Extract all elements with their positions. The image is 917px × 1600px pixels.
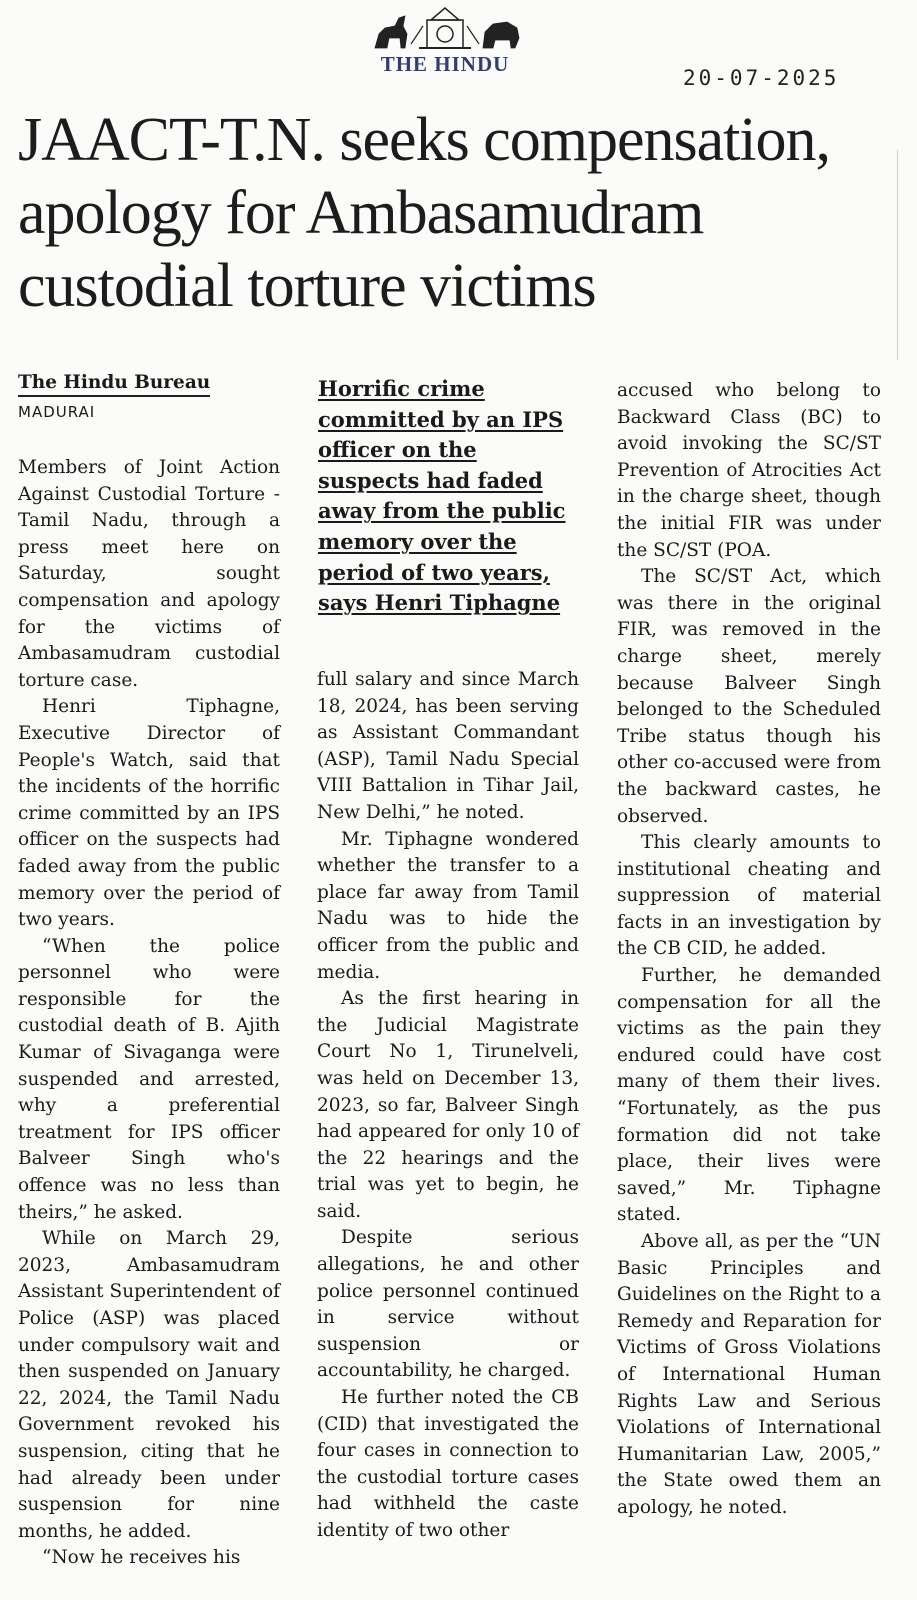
paragraph: “Now he receives his (42, 1547, 241, 1569)
paragraph: Henri Tiphagne, Executive Director of People's Watch, said that the incidents of the horrific crime committed by an IPS officer on the suspects had faded away from the public memory over the period of two years. (18, 696, 280, 931)
byline (18, 371, 210, 421)
publication-date: 20-07-2025 (683, 66, 840, 90)
article-column-1 (18, 455, 280, 1572)
pull-quote: Horrific crime committed by an IPS officer on the suspects had faded away from the public memory over the period of two years, says Henri Tiphagne (318, 376, 566, 616)
column-divider (897, 150, 898, 360)
byline-author: The Hindu Bureau (18, 371, 210, 397)
masthead (330, 4, 560, 77)
newspaper-name: THE HINDU (380, 52, 510, 76)
paragraph: The SC/ST Act, which was there in the original FIR, was removed in the charge sheet, merely because Balveer Singh belonged to the Scheduled Tribe status though his other co-accused were from the backward castes, he observed. (617, 566, 881, 827)
paragraph: Despite serious allegations, he and other police personnel continued in service without suspension or accountability, he charged. (317, 1227, 579, 1382)
paragraph: He further noted the CB (CID) that investigated the four cases in connection to the custodial torture cases had withheld the caste identity of two other (317, 1387, 579, 1541)
newspaper-emblem-icon (365, 4, 525, 54)
article-headline: JAACT-T.N. seeks compensation, apology for Ambasamudram custodial torture victims (18, 106, 831, 320)
article-column-2 (317, 667, 579, 1545)
paragraph: This clearly amounts to institutional cheating and suppression of material facts in an investigation by the CB CID, he added. (617, 832, 881, 960)
paragraph: Further, he demanded compensation for all the victims as the pain they endured could have cost many of them their lives. “Fortunately, as the pus formation did not take place, their lives were saved,” Mr. Tiphagne stated. (617, 965, 881, 1226)
paragraph: Above all, as per the “UN Basic Principles and Guidelines on the Right to a Remedy and Reparation for Victims of Gross Violations of International Human Rights Law and Serious Violations of International Humanitarian Law, 2005,” the State owed them an apology, he noted. (617, 1231, 881, 1518)
article-column-3 (617, 378, 881, 1522)
paragraph: “When the police personnel who were responsible for the custodial death of B. Ajith Kumar of Sivaganga were suspended and arrested, why a preferential treatment for IPS officer Balveer Singh who's offence was no less than theirs,” he asked. (18, 935, 280, 1223)
paragraph: While on March 29, 2023, Ambasamudram Assistant Superintendent of Police (ASP) was placed under compulsory wait and then suspended on January 22, 2024, the Tamil Nadu Government revoked his suspension, citing that he had already been under suspension for nine months, he added. (18, 1228, 280, 1542)
paragraph: accused who belong to Backward Class (BC) to avoid invoking the SC/ST Prevention of Atrocities Act in the charge sheet, though the initial FIR was under the SC/ST (POA. (617, 380, 881, 561)
dateline: MADURAI (18, 403, 96, 421)
paragraph: Mr. Tiphagne wondered whether the transfer to a place far away from Tamil Nadu was to hide the officer from the public and media. (317, 828, 579, 983)
paragraph: full salary and since March 18, 2024, has been serving as Assistant Commandant (ASP), Tamil Nadu Special VIII Battalion in Tihar Jail, New Delhi,” he noted. (317, 669, 579, 823)
paragraph: Members of Joint Action Against Custodial Torture - Tamil Nadu, through a press meet here on Saturday, sought compensation and apology for the victims of Ambasamudram custodial torture case. (18, 457, 280, 691)
paragraph: As the first hearing in the Judicial Magistrate Court No 1, Tirunelveli, was held on December 13, 2023, so far, Balveer Singh had appeared for only 10 of the 22 hearings and the trial was yet to begin, he said. (317, 988, 579, 1222)
